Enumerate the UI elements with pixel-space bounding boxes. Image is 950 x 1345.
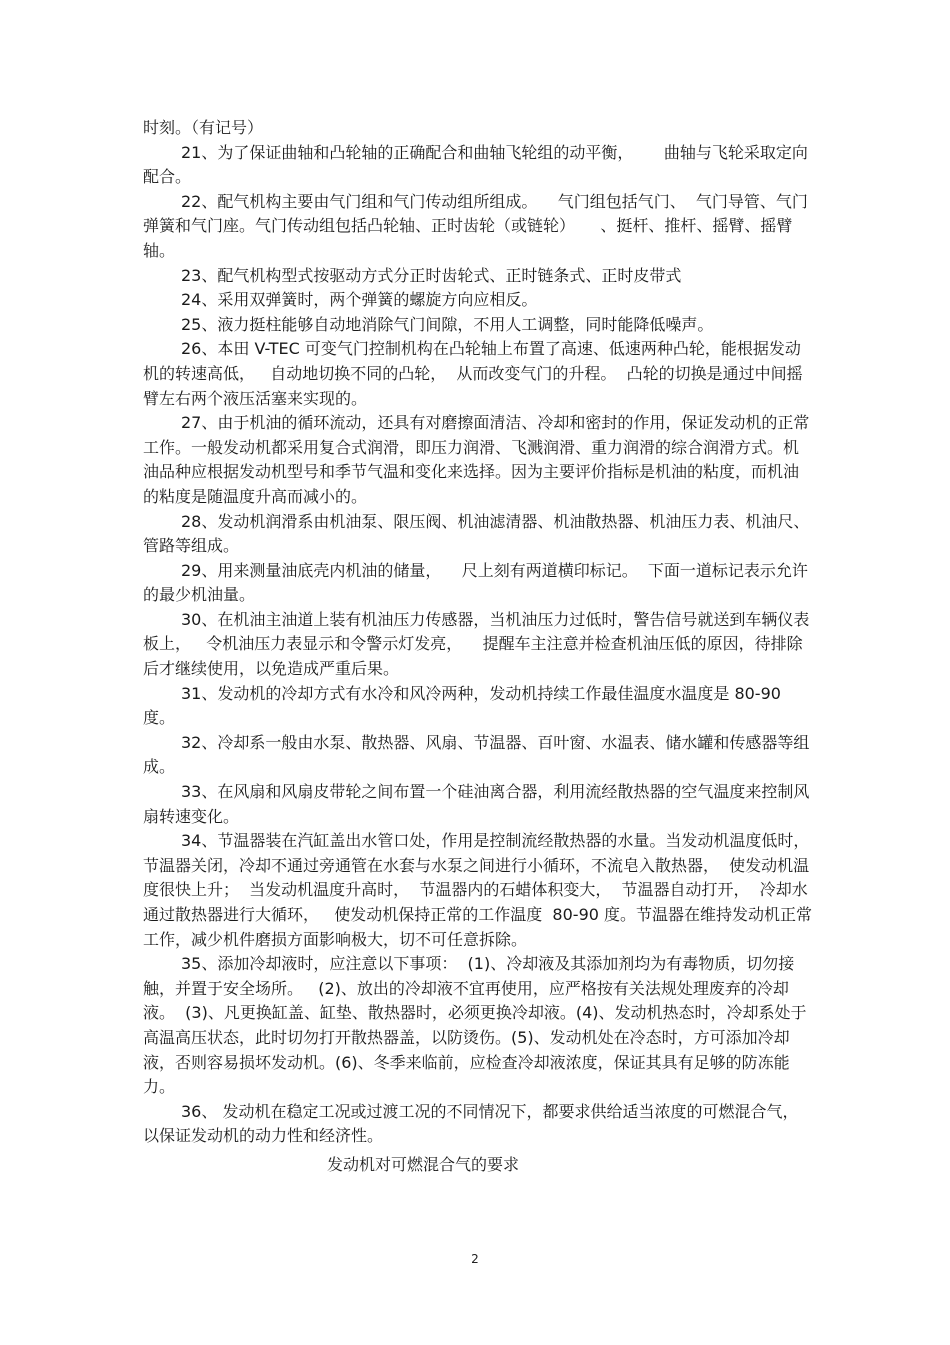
paragraph-29: 29、用来测量油底壳内机油的储量， 尺上刻有两道横印标记。 下面一道标记表示允许的最少机油量。 <box>143 560 808 605</box>
paragraph-36: 36、 发动机在稳定工况或过渡工况的不同情况下，都要求供给适当浓度的可燃混合气，以保证发动机的动力性和经济性。 <box>143 1101 799 1146</box>
paragraph-30: 30、在机油主油道上装有机油压力传感器，当机油压力过低时，警告信号就送到车辆仪表板上， 令机油压力表显示和令警示灯发亮， 提醒车主注意并检查机油压低的原因，待排除后才继续使用，以免造成严重后果。 <box>143 609 810 679</box>
paragraph-21: 21、为了保证曲轴和凸轮轴的正确配合和曲轴飞轮组的动平衡， 曲轴与飞轮采取定向配合。 <box>143 142 808 187</box>
paragraph-31: 31、发动机的冷却方式有水冷和风冷两种，发动机持续工作最佳温度水温度是 80-90 度。 <box>143 683 787 728</box>
paragraph-25: 25、液力挺柱能够自动地消除气门间隙，不用人工调整，同时能降低噪声。 <box>181 314 714 334</box>
paragraph-continuation: 时刻。（有记号） <box>143 118 264 137</box>
paragraph-34: 34、节温器装在汽缸盖出水管口处，作用是控制流经散热器的水量。当发动机温度低时，节温器关闭，冷却不通过旁通管在水套与水泵之间进行小循环，不流皂入散热器， 使发动机温度很快上升； 当发动机温度升高时， 节温器内的石蜡体积变大， 节温器自动打开， 冷却水通过散热器进行大循环， 使发动机保持正常的工作温度 80-90 度。节温器在维持发动机正常工作，减少机件磨损方面影响极大，切不可任意拆除。 <box>143 831 813 949</box>
document-body <box>143 116 813 1177</box>
paragraph-26: 26、本田 V-TEC 可变气门控制机构在凸轮轴上布置了高速、低速两种凸轮，能根据发动机的转速高低， 自动地切换不同的凸轮， 从而改变气门的升程。 凸轮的切换是通过中间摇臂左右两个液压活塞来实现的。 <box>143 339 803 408</box>
section-title: 发动机对可燃混合气的要求 <box>326 1154 519 1174</box>
paragraph-24: 24、采用双弹簧时，两个弹簧的螺旋方向应相反。 <box>181 290 538 310</box>
paragraph-32: 32、冷却系一般由水泵、散热器、风扇、节温器、百叶窗、水温表、储水罐和传感器等组成。 <box>143 732 810 777</box>
paragraph-27: 27、由于机油的循环流动，还具有对磨擦面清洁、冷却和密封的作用，保证发动机的正常工作。一般发动机都采用复合式润滑，即压力润滑、飞溅润滑、重力润滑的综合润滑方式。机油品种应根据发动机型号和季节气温和变化来选择。因为主要评价指标是机油的粘度，而机油的粘度是随温度升高而减小的。 <box>143 413 810 506</box>
page-number: 2 <box>471 1252 479 1266</box>
paragraph-35: 35、添加冷却液时，应注意以下事项： (1)、冷却液及其添加剂均为有毒物质，切勿接触，并置于安全场所。 (2)、放出的冷却液不宜再使用，应严格按有关法规处理废弃的冷却液。 (3)、凡更换缸盖、缸垫、散热器时，必须更换冷却液。(4)、发动机热态时，冷却系处于高温高压状态，此时切勿打开散热器盖，以防烫伤。(5)、发动机处在冷态时，方可添加冷却液，否则容易损坏发动机。(6)、冬季来临前，应检查冷却液浓度，保证其具有足够的防冻能力。 <box>143 954 807 1097</box>
paragraph-22: 22、配气机构主要由气门组和气门传动组所组成。 气门组包括气门、 气门导管、气门弹簧和气门座。气门传动组包括凸轮轴、正时齿轮（或链轮） 、挺杆、推杆、摇臂、摇臂轴。 <box>143 191 808 260</box>
paragraph-23: 23、配气机构型式按驱动方式分正时齿轮式、正时链条式、正时皮带式 <box>181 265 682 285</box>
paragraph-28: 28、发动机润滑系由机油泵、限压阀、机油滤清器、机油散热器、机油压力表、机油尺、管路等组成。 <box>143 511 810 556</box>
paragraph-33: 33、在风扇和风扇皮带轮之间布置一个硅油离合器，利用流经散热器的空气温度来控制风扇转速变化。 <box>143 782 810 826</box>
